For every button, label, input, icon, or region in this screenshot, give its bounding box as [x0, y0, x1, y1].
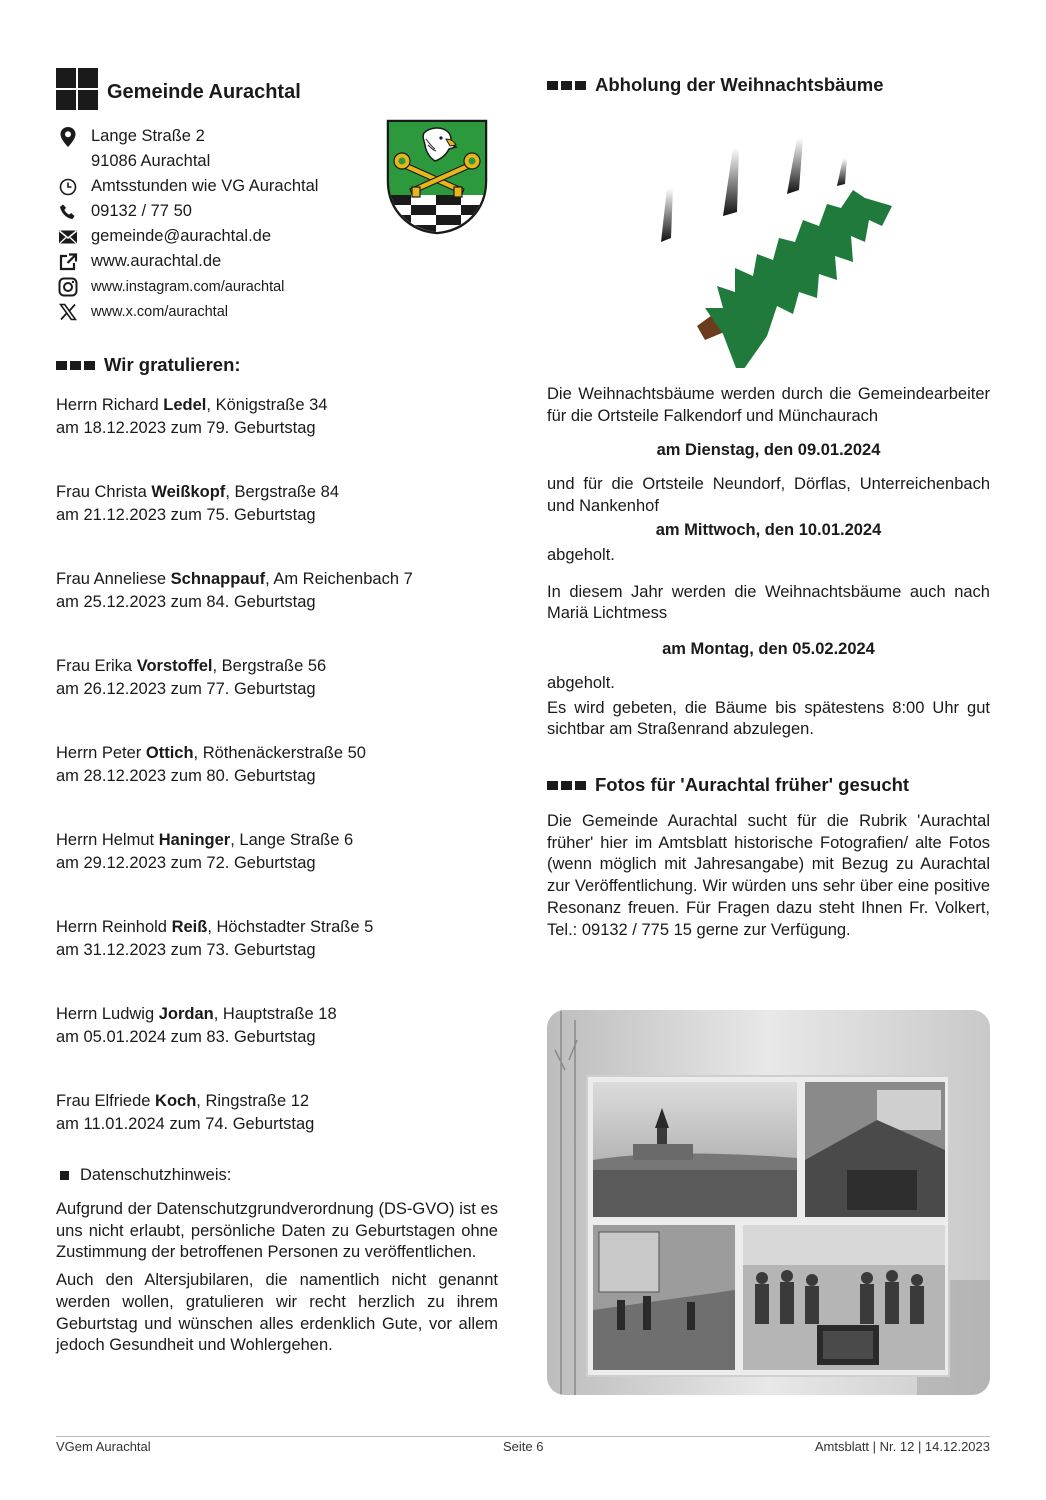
email-link[interactable]: gemeinde@aurachtal.de: [91, 227, 272, 245]
birthday-entry: Frau Christa Weißkopf, Bergstraße 84 am 21.12.2023 zum 75. Geburtstag: [56, 483, 340, 524]
trees-paragraph-6: Es wird gebeten, die Bäume bis spätestens 8:00 Uhr gut sichtbar am Straßenrand abzulegen.: [547, 698, 990, 739]
external-link-icon: [56, 251, 80, 273]
phone-icon: [56, 201, 80, 223]
bullet-square-icon: [60, 1171, 69, 1180]
instagram-row: [56, 274, 498, 299]
privacy-heading-text: Datenschutzhinweis:: [80, 1166, 232, 1184]
pickup-date-3: am Montag, den 05.02.2024: [662, 639, 875, 658]
coat-of-arms-icon: [386, 119, 488, 235]
congrats-heading: [56, 354, 498, 376]
birthday-entry: Frau Elfriede Koch, Ringstraße 12 am 11.01.2024 zum 74. Geburtstag: [56, 1092, 315, 1133]
right-column: [547, 68, 990, 941]
trees-paragraph-4: In diesem Jahr werden die Weihnachtsbäume auch nach Mariä Lichtmess: [547, 582, 990, 623]
birthday-entry: Frau Anneliese Schnappauf, Am Reichenbach 7 am 25.12.2023 zum 84. Geburtstag: [56, 570, 413, 611]
photos-paragraph: Die Gemeinde Aurachtal sucht für die Rubrik 'Aurachtal früher' hier im Amtsblatt historische Fotografien/ alte Fotos (wenn möglich mit Jahresangabe) mit Bezug zu Aurachtal zur Veröffentlichung. Wir würden uns sehr über eine positive Resonanz freuen. Für Fragen dazu steht Ihnen Fr. Volkert, Tel.: 09132 / 775 15 gerne zur Verfügung.: [547, 812, 990, 939]
birthday-list: [56, 394, 498, 1136]
x-link[interactable]: www.x.com/aurachtal: [91, 303, 228, 320]
address-city: 91086 Aurachtal: [91, 152, 211, 170]
birthday-entry: Herrn Ludwig Jordan, Hauptstraße 18 am 05.01.2024 zum 83. Geburtstag: [56, 1005, 337, 1046]
privacy-paragraph-1: Aufgrund der Datenschutzgrundverordnung (DS-GVO) ist es uns nicht erlaubt, persönliche Daten zu Geburtstagen ohne Zustimmung der betroffenen Personen zu veröffentlichen.: [56, 1200, 498, 1262]
falling-christmas-tree-icon: [547, 108, 990, 368]
address-street: Lange Straße 2: [91, 127, 205, 145]
footer-left: VGem Aurachtal: [56, 1439, 151, 1454]
photos-heading: [547, 774, 990, 796]
org-name: Gemeinde Aurachtal: [107, 80, 301, 103]
photos-heading-text: Fotos für 'Aurachtal früher' gesucht: [595, 774, 910, 796]
section-marker-icon: [547, 81, 586, 90]
privacy-paragraph-2: Auch den Altersjubilaren, die namentlich nicht genannt werden wollen, gratulieren wir recht herzlich zu ihrem Geburtstag und wünschen alles erdenklich Gute, vor allem jedoch Gesundheit und Wohlergehen.: [56, 1271, 498, 1355]
birthday-entry: Herrn Helmut Haninger, Lange Straße 6 am 29.12.2023 zum 72. Geburtstag: [56, 831, 354, 872]
pickup-date-2: am Mittwoch, den 10.01.2024: [655, 520, 882, 539]
website-link[interactable]: www.aurachtal.de: [91, 252, 222, 270]
office-hours: Amtsstunden wie VG Aurachtal: [91, 177, 319, 195]
x-logo-icon: [56, 301, 80, 323]
congrats-heading-text: Wir gratulieren:: [104, 354, 241, 375]
section-marker-icon: [56, 361, 95, 370]
birthday-entry: Frau Erika Vorstoffel, Bergstraße 56 am 26.12.2023 zum 77. Geburtstag: [56, 657, 327, 698]
pickup-date-1: am Dienstag, den 09.01.2024: [656, 441, 881, 460]
page-footer: [56, 1436, 990, 1454]
footer-right: Amtsblatt | Nr. 12 | 14.12.2023: [814, 1439, 990, 1454]
trees-paragraph-5: abgeholt.: [547, 673, 615, 692]
instagram-icon: [56, 276, 80, 298]
trees-paragraph-1: Die Weihnachtsbäume werden durch die Gemeindearbeiter für die Ortsteile Falkendorf und Münchaurach: [547, 385, 990, 425]
org-header: [56, 68, 498, 110]
location-pin-icon: [56, 126, 80, 148]
left-column: [56, 68, 498, 1357]
gemeinde-logo-icon: [56, 68, 98, 110]
trees-paragraph-3: abgeholt.: [547, 545, 615, 564]
footer-page-number: Seite 6: [503, 1439, 544, 1454]
trees-heading: [547, 74, 990, 96]
trees-paragraph-2: und für die Ortsteile Neundorf, Dörflas, Unterreichenbach und Nankenhof: [547, 475, 990, 516]
birthday-entry: Herrn Richard Ledel, Königstraße 34 am 18.12.2023 zum 79. Geburtstag: [56, 396, 328, 437]
trees-heading-text: Abholung der Weihnachtsbäume: [595, 74, 884, 95]
contact-block: [56, 124, 498, 324]
x-row: [56, 299, 498, 324]
birthday-entry: Herrn Peter Ottich, Röthenäckerstraße 50 am 28.12.2023 zum 80. Geburtstag: [56, 744, 366, 785]
privacy-heading: [56, 1166, 498, 1185]
phone-number[interactable]: 09132 / 77 50: [91, 202, 192, 220]
instagram-link[interactable]: www.instagram.com/aurachtal: [91, 278, 285, 295]
section-marker-icon: [547, 781, 586, 790]
historic-photo-collage: [547, 1010, 990, 1395]
clock-icon: [56, 176, 80, 198]
website-row: [56, 249, 498, 274]
birthday-entry: Herrn Reinhold Reiß, Höchstadter Straße 5 am 31.12.2023 zum 73. Geburtstag: [56, 918, 374, 959]
mail-icon: [56, 226, 80, 248]
